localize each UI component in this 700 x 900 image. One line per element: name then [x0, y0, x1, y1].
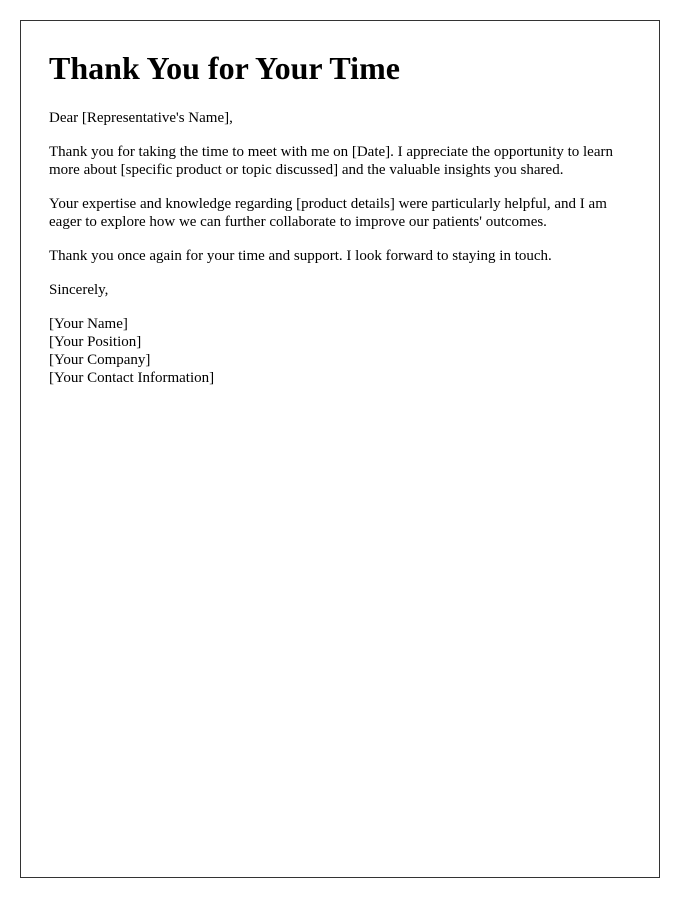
signature-company: [Your Company] [49, 352, 151, 368]
body-paragraph-3: Thank you once again for your time and support. I look forward to staying in touch. [49, 248, 552, 264]
closing: Sincerely, [49, 282, 109, 298]
salutation: Dear [Representative's Name], [49, 110, 233, 126]
signature-block [49, 315, 635, 387]
body-paragraph-2: Your expertise and knowledge regarding [product details] were particularly helpful, and I am eager to explore how we can further collaborate to improve our patients' outcomes. [49, 196, 607, 230]
signature-name: [Your Name] [49, 316, 128, 332]
letter-page [20, 20, 660, 878]
signature-position: [Your Position] [49, 334, 142, 350]
signature-contact: [Your Contact Information] [49, 370, 215, 386]
body-paragraph-1: Thank you for taking the time to meet with me on [Date]. I appreciate the opportunity to learn more about [specific product or topic discussed] and the valuable insights you shared. [49, 144, 613, 178]
letter-title: Thank You for Your Time [49, 50, 400, 86]
letter-content [49, 49, 635, 387]
